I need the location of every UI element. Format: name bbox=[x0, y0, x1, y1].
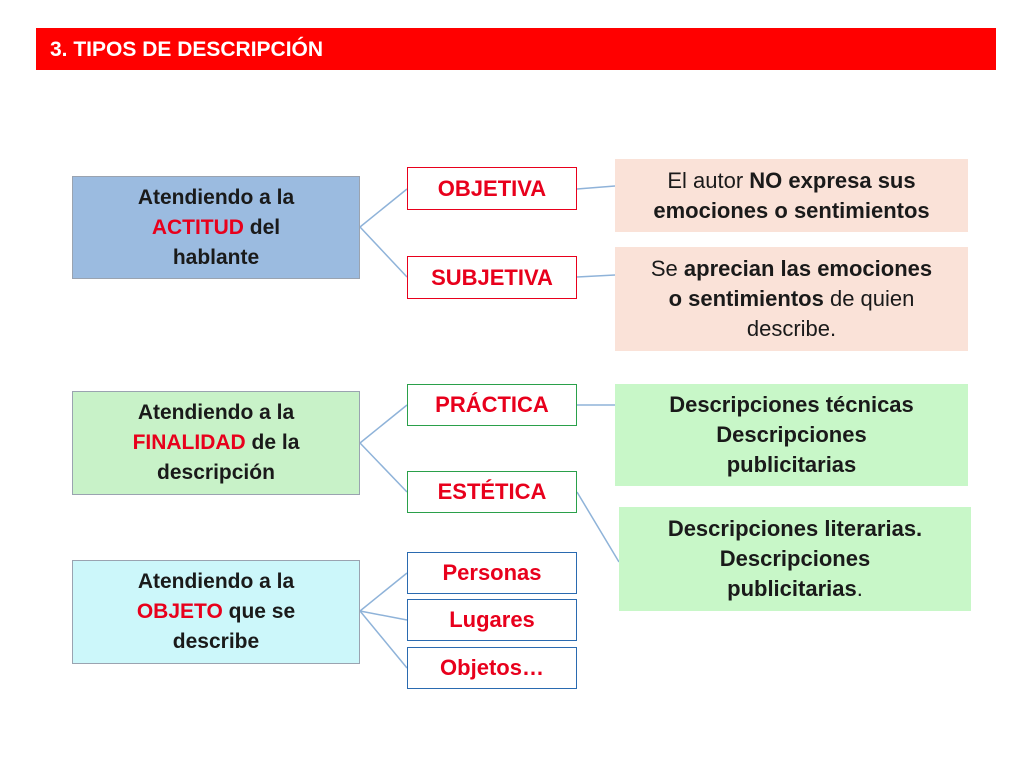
category-finalidad-line1: Atendiendo a la bbox=[137, 401, 295, 424]
desc-subjetiva-normal3: describe. bbox=[746, 316, 837, 341]
category-objeto-line2: que se bbox=[222, 600, 296, 623]
category-actitud-line2: del bbox=[243, 215, 281, 239]
category-actitud bbox=[72, 176, 360, 279]
type-personas: Personas bbox=[407, 552, 577, 594]
type-objetos: Objetos… bbox=[407, 647, 577, 689]
connector-actitud-objetiva bbox=[360, 189, 407, 227]
desc-objetiva bbox=[615, 159, 968, 232]
category-finalidad bbox=[72, 391, 360, 495]
type-objetiva: OBJETIVA bbox=[407, 167, 577, 210]
connector-subjetiva-desc bbox=[577, 275, 615, 277]
type-estetica: ESTÉTICA bbox=[407, 471, 577, 513]
desc-estetica-tail: . bbox=[856, 576, 863, 601]
connector-actitud-subjetiva bbox=[360, 227, 407, 277]
desc-estetica-line3: publicitarias bbox=[727, 576, 857, 601]
desc-subjetiva-normal2: de quien bbox=[823, 286, 915, 311]
type-lugares: Lugares bbox=[407, 599, 577, 641]
category-objeto-line1: Atendiendo a la bbox=[137, 570, 295, 593]
desc-practica-line2: Descripciones bbox=[716, 422, 867, 447]
connector-objeto-objetos bbox=[360, 611, 407, 668]
desc-estetica bbox=[619, 507, 971, 611]
category-objeto-highlight: OBJETO bbox=[136, 600, 223, 623]
category-finalidad-line3: descripción bbox=[157, 461, 275, 484]
desc-subjetiva bbox=[615, 247, 968, 351]
connector-estetica-desc bbox=[577, 492, 619, 562]
desc-subjetiva-bold1: aprecian las emociones bbox=[683, 256, 933, 281]
desc-estetica-line1: Descripciones literarias. bbox=[667, 516, 923, 541]
type-subjetiva: SUBJETIVA bbox=[407, 256, 577, 299]
connector-objeto-personas bbox=[360, 573, 407, 611]
desc-objetiva-normal1: El autor bbox=[667, 167, 750, 193]
connector-objetiva-desc bbox=[577, 186, 615, 189]
category-objeto bbox=[72, 560, 360, 664]
desc-practica-line3: publicitarias bbox=[726, 452, 857, 477]
category-actitud-line3: hablante bbox=[172, 245, 260, 269]
connector-finalidad-practica bbox=[360, 405, 407, 443]
desc-estetica-line2: Descripciones bbox=[719, 546, 871, 571]
category-objeto-line3: describe bbox=[172, 630, 260, 653]
connector-finalidad-estetica bbox=[360, 443, 407, 492]
category-actitud-highlight: ACTITUD bbox=[151, 215, 244, 239]
category-actitud-line1: Atendiendo a la bbox=[137, 185, 295, 209]
type-practica: PRÁCTICA bbox=[407, 384, 577, 426]
desc-subjetiva-bold2: o sentimientos bbox=[668, 286, 824, 311]
desc-subjetiva-normal1: Se bbox=[650, 256, 684, 281]
desc-objetiva-bold1: NO expresa sus bbox=[749, 167, 916, 193]
category-finalidad-highlight: FINALIDAD bbox=[132, 431, 246, 454]
desc-objetiva-bold2: emociones o sentimientos bbox=[653, 197, 930, 223]
desc-practica-line1: Descripciones técnicas bbox=[669, 392, 914, 417]
desc-practica bbox=[615, 384, 968, 486]
category-finalidad-line2: de la bbox=[245, 431, 300, 454]
slide-title: 3. TIPOS DE DESCRIPCIÓN bbox=[36, 28, 996, 70]
